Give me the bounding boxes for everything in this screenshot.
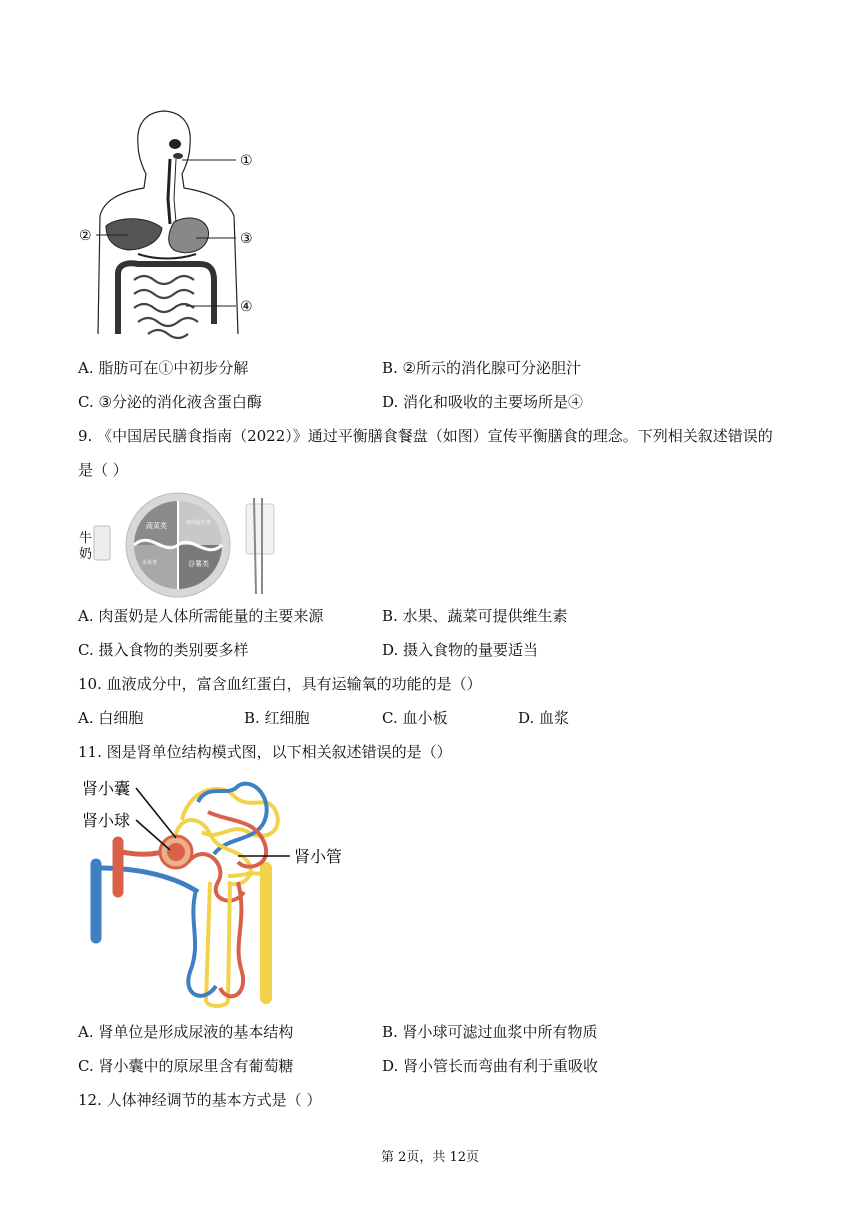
q8-option-d: D. 消化和吸收的主要场所是④ <box>382 393 584 411</box>
q9-option-a: A. 肉蛋奶是人体所需能量的主要来源 <box>78 607 324 625</box>
nephron-diagram <box>78 772 348 1016</box>
q9-option-b: B. 水果、蔬菜可提供维生素 <box>382 607 568 625</box>
page-footer: 第 2页，共 12页 <box>380 1150 480 1165</box>
q11-option-a: A. 肾单位是形成尿液的基本结构 <box>78 1023 294 1041</box>
sector-meat: 鱼肉蛋豆类 <box>186 520 212 526</box>
sector-vegetables: 蔬菜类 <box>146 522 167 530</box>
q10-option-b: B. 红细胞 <box>244 709 310 727</box>
q12-stem: 12. 人体神经调节的基本方式是（ ） <box>78 1091 322 1109</box>
diet-plate-diagram <box>78 490 288 598</box>
q10-option-d: D. 血浆 <box>518 709 570 727</box>
label-1: ① <box>240 153 253 169</box>
q11-option-b: B. 肾小球可滤过血浆中所有物质 <box>382 1023 598 1041</box>
milk-label-bottom: 奶 <box>79 547 93 562</box>
nephron-figure <box>78 772 348 1016</box>
q10-option-c: C. 血小板 <box>382 709 448 727</box>
q9-option-c: C. 摄入食物的类别要多样 <box>78 641 249 659</box>
label-4: ④ <box>240 299 253 315</box>
q9-stem-line2: 是（ ） <box>78 461 128 479</box>
q9-option-d: D. 摄入食物的量要适当 <box>382 641 539 659</box>
milk-label-top: 牛 <box>79 531 93 546</box>
digestive-system-figure <box>78 104 268 348</box>
q11-option-c: C. 肾小囊中的原尿里含有葡萄糖 <box>78 1057 294 1075</box>
label-capsule: 肾小囊 <box>82 779 131 798</box>
sector-grains: 谷薯类 <box>188 560 209 568</box>
sector-fruit: 水果类 <box>142 560 158 566</box>
digestive-system-diagram <box>78 104 268 348</box>
q11-option-d: D. 肾小管长而弯曲有利于重吸收 <box>382 1057 599 1075</box>
q10-stem: 10. 血液成分中，富含血红蛋白，具有运输氧的功能的是（） <box>78 675 482 693</box>
balanced-diet-plate-figure <box>78 490 288 598</box>
label-3: ③ <box>240 231 253 247</box>
q8-option-a: A. 脂肪可在①中初步分解 <box>78 359 249 377</box>
label-glomerulus: 肾小球 <box>82 811 131 830</box>
q10-option-a: A. 白细胞 <box>78 709 144 727</box>
label-tubule: 肾小管 <box>294 847 343 866</box>
label-2: ② <box>79 228 92 244</box>
q8-option-c: C. ③分泌的消化液含蛋白酶 <box>78 393 262 411</box>
q8-option-b: B. ②所示的消化腺可分泌胆汁 <box>382 359 582 377</box>
q9-stem-line1: 9. 《中国居民膳食指南（2022）》通过平衡膳食餐盘（如图）宣传平衡膳食的理念。下列相关叙述错误的 <box>78 427 773 445</box>
q11-stem: 11. 图是肾单位结构模式图，以下相关叙述错误的是（） <box>78 743 452 761</box>
